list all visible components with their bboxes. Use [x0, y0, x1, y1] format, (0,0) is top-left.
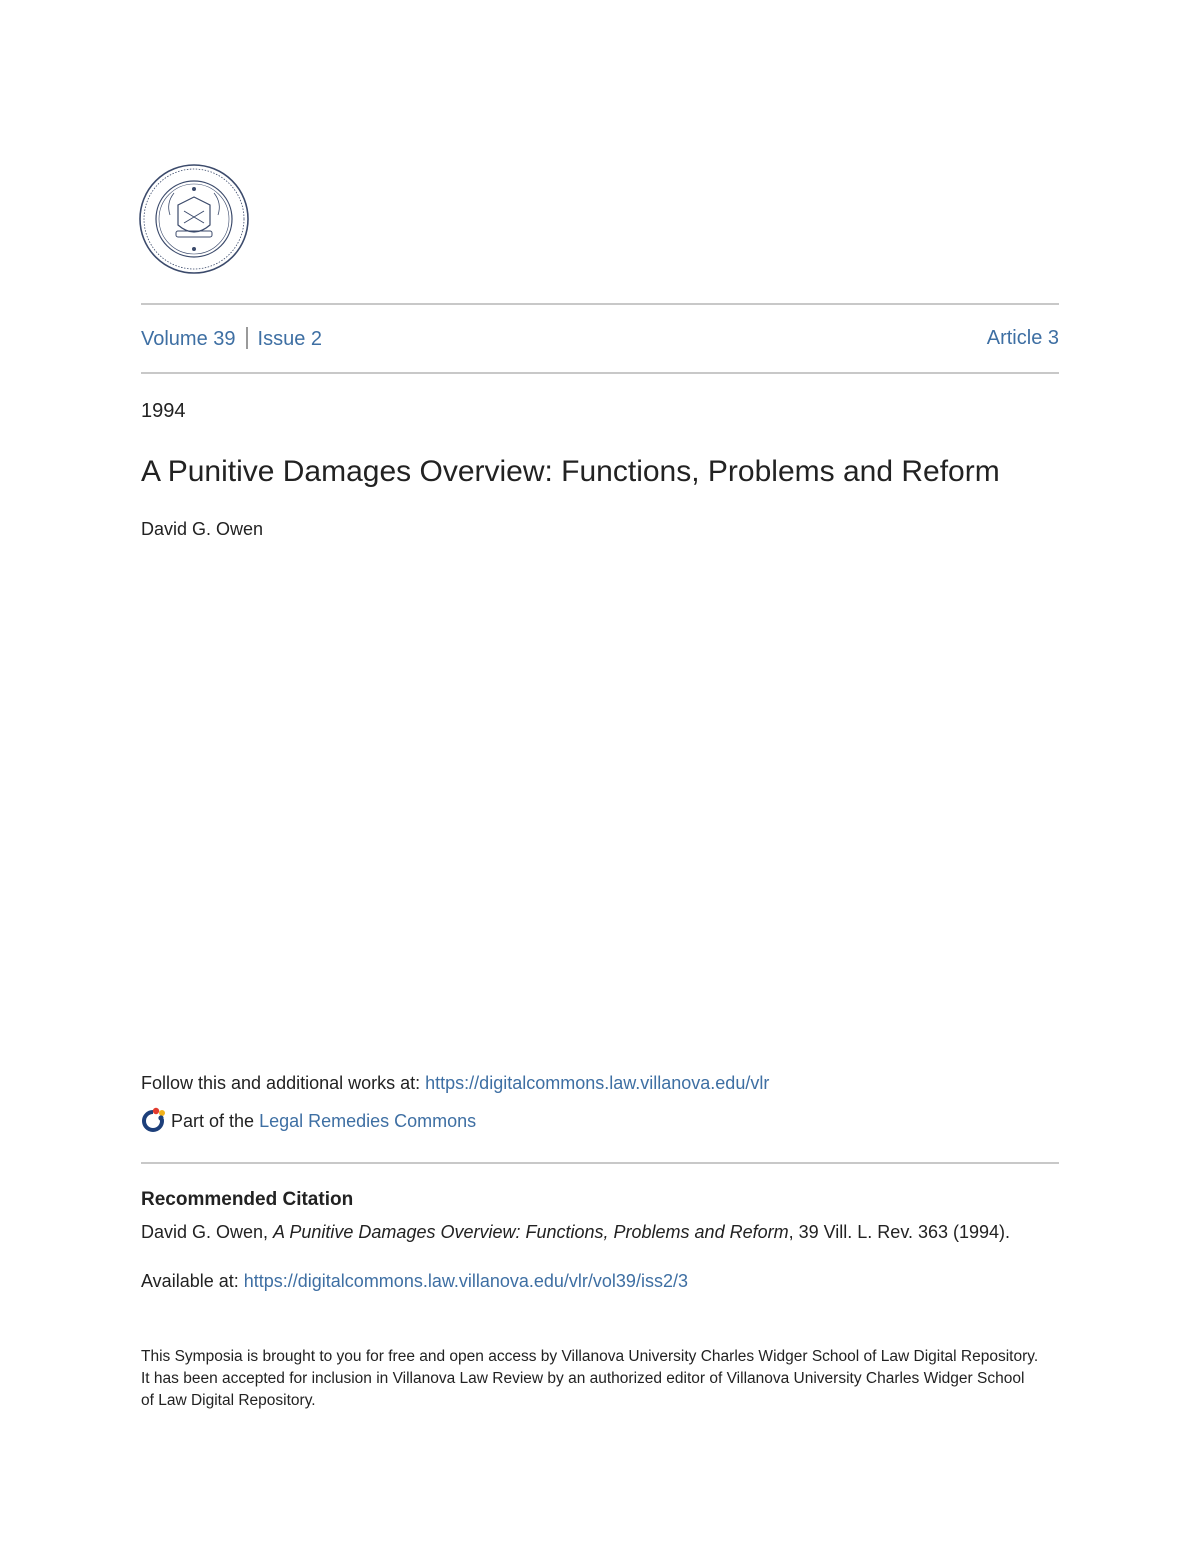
recommended-citation-heading: Recommended Citation: [141, 1189, 354, 1210]
top-divider: [141, 303, 1059, 305]
follow-prefix: Follow this and additional works at:: [141, 1073, 426, 1093]
access-statement: This Symposia is brought to you for free and open access by Villanova University Charles Widger School of Law Digital Repository. It has been accepted for inclusion in Villanova Law Review by an authorized editor of Villanova University Charles Widger School of Law Digital Repository.: [141, 1348, 1039, 1409]
separator: [246, 327, 248, 349]
available-prefix: Available at:: [141, 1271, 244, 1291]
issue-bar: [141, 327, 1059, 355]
available-at-line: [141, 1271, 688, 1292]
follow-url-link[interactable]: https://digitalcommons.law.villanova.edu/vlr: [425, 1073, 770, 1093]
article-title: A Punitive Damages Overview: Functions, Problems and Reform: [141, 455, 1000, 488]
part-of-prefix: Part of the: [171, 1111, 260, 1131]
citation-title: A Punitive Damages Overview: Functions, Problems and Reform: [273, 1222, 789, 1242]
follow-line: [141, 1073, 769, 1094]
bepress-network-icon: [141, 1105, 167, 1133]
article-link[interactable]: Article 3: [986, 327, 1059, 349]
issue-divider: [141, 372, 1059, 374]
part-of-line: [141, 1105, 476, 1135]
legal-remedies-commons-link[interactable]: Legal Remedies Commons: [259, 1111, 477, 1131]
publication-year: 1994: [141, 400, 186, 422]
volume-issue: [141, 327, 322, 351]
author-name: David G. Owen: [141, 519, 264, 539]
citation-author: David G. Owen,: [141, 1222, 274, 1242]
citation-divider: [141, 1162, 1059, 1164]
article-url-link[interactable]: https://digitalcommons.law.villanova.edu/vlr/vol39/iss2/3: [243, 1271, 688, 1291]
issue-link[interactable]: Issue 2: [257, 328, 322, 350]
citation-text: [141, 1219, 1021, 1245]
volume-link[interactable]: Volume 39: [141, 328, 236, 350]
citation-rest: , 39 Vill. L. Rev. 363 (1994).: [788, 1222, 1011, 1242]
university-seal-icon: [138, 163, 250, 275]
